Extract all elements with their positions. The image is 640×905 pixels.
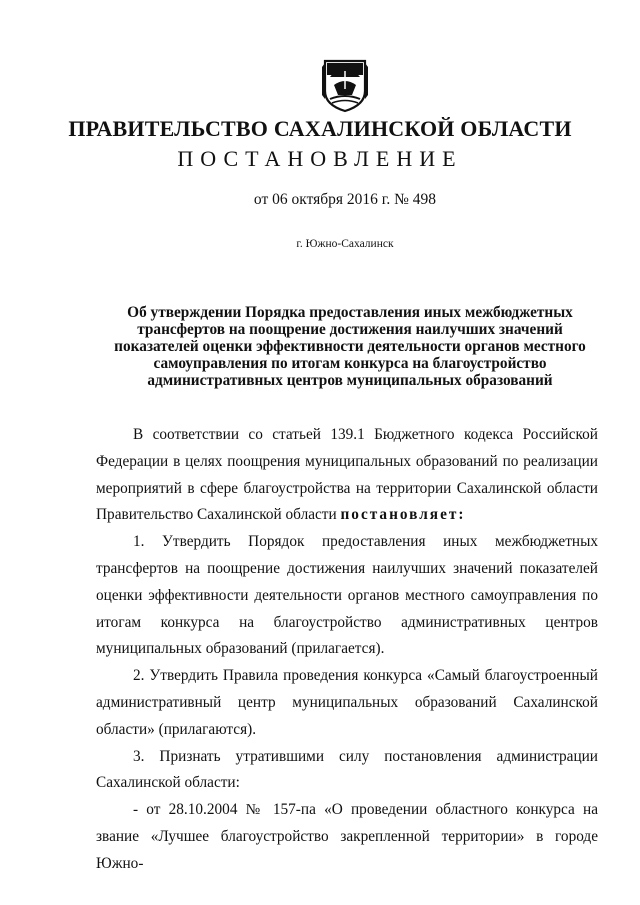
date-and-number: от 06 октября 2016 г. № 498	[253, 191, 437, 208]
sakhalin-coat-of-arms-icon	[322, 55, 368, 113]
document-type: ПОСТАНОВЛЕНИЕ	[177, 146, 463, 171]
organization-title: ПРАВИТЕЛЬСТВО САХАЛИНСКОЙ ОБЛАСТИ	[68, 116, 572, 141]
item-1: 1. Утвердить Порядок предоставления иных межбюджетных трансфертов на поощрение достижения наилучших значений показателей оценки эффективности деятельности органов местного самоуправления по итогам конкурса на благоустройство административных центров муниципальных образований (прилагается).	[96, 533, 598, 658]
item-3: 3. Признать утратившими силу постановления администрации Сахалинской области:	[96, 747, 598, 792]
resolves-word: постановляет:	[340, 506, 466, 524]
item-2: 2. Утвердить Правила проведения конкурса «Самый благоустроенный административный центр муниципальных образований Сахалинской области» (прилагаются).	[96, 667, 598, 738]
city: г. Южно-Сахалинск	[296, 238, 394, 250]
document-body	[96, 422, 598, 878]
preamble-text: В соответствии со статьей 139.1 Бюджетного кодекса Российской Федерации в целях поощрения муниципальных образований по реализации мероприятий в сфере благоустройства на территории Сахалинской области Правительство Сахалинской области	[96, 426, 598, 524]
preamble-paragraph	[96, 422, 598, 529]
document-subject: Об утверждении Порядка предоставления иных межбюджетных трансфертов на поощрение достижения наилучших значений показателей оценки эффективности деятельности органов местного самоуправления по итогам конкурса на благоустройство административных центров муниципальных образований	[114, 304, 586, 389]
item-3-subitem-1: - от 28.10.2004 № 157-па «О проведении областного конкурса на звание «Лучшее благоустройство закрепленной территории» в городе Южно-	[96, 801, 598, 872]
